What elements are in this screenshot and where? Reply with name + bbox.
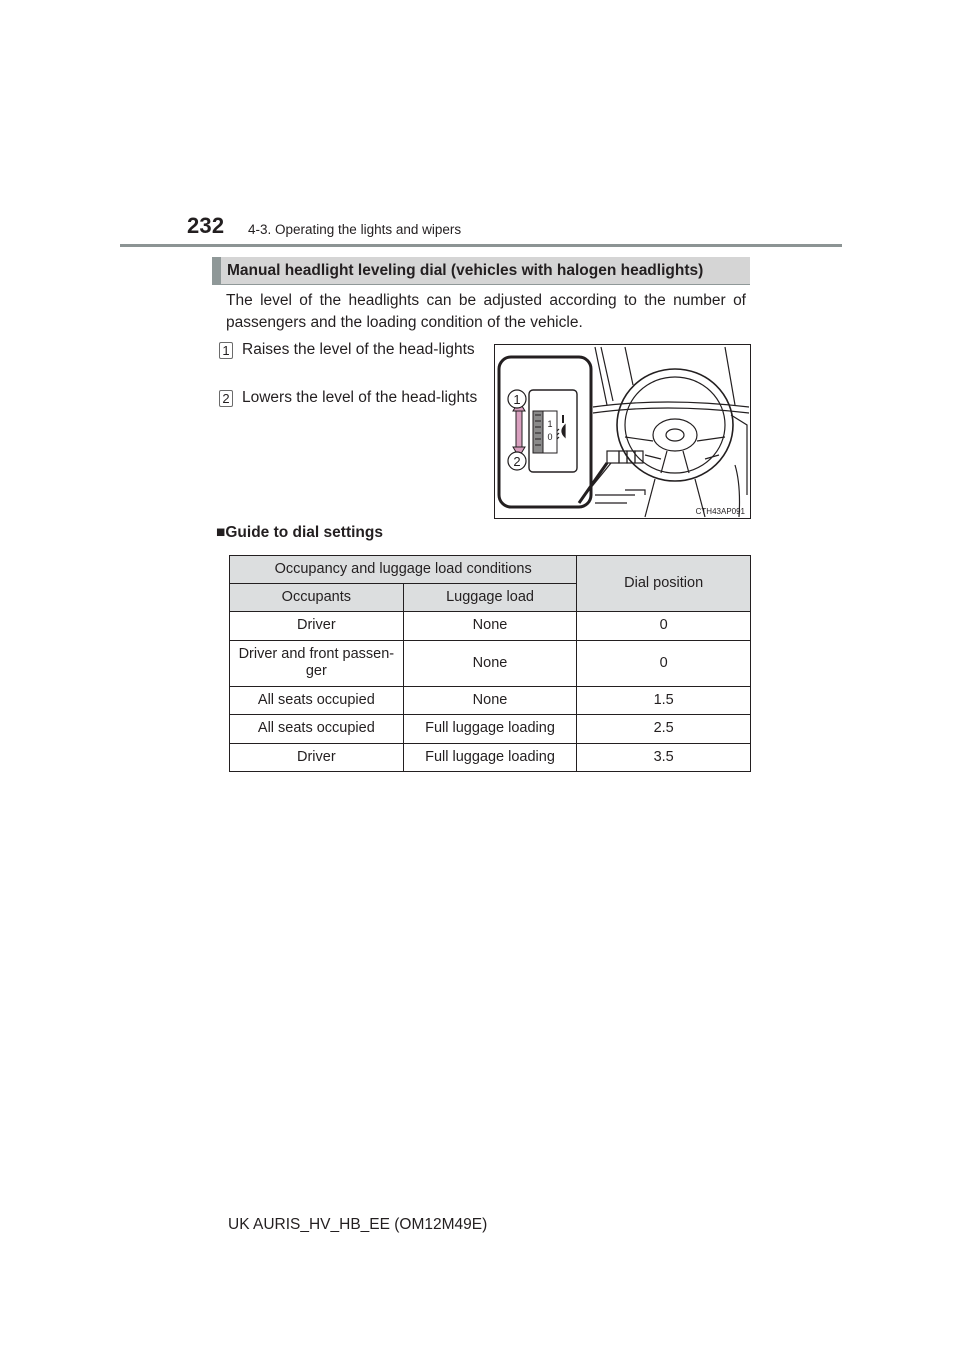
cell-occupants: All seats occupied [230, 686, 404, 715]
cell-luggage: None [403, 640, 577, 686]
dial-mark-0: 0 [547, 432, 553, 442]
cell-occupants: All seats occupied [230, 715, 404, 744]
section-heading-underline [212, 284, 750, 285]
cell-occupants: Driver [230, 612, 404, 641]
cell-dial: 3.5 [577, 743, 751, 772]
header-rule [120, 244, 842, 247]
header-occupancy-conditions: Occupancy and luggage load conditions [230, 556, 577, 584]
table-row [230, 612, 751, 641]
section-heading: Manual headlight leveling dial (vehicles with halogen headlights) [212, 257, 750, 284]
section-title: 4-3. Operating the lights and wipers [248, 222, 462, 237]
cell-dial: 0 [577, 640, 751, 686]
square-bullet-icon: ■ [216, 524, 226, 541]
cell-occupants: Driver [230, 743, 404, 772]
item-number-2-icon: 2 [219, 390, 233, 407]
document-footer: UK AURIS_HV_HB_EE (OM12M49E) [228, 1216, 488, 1233]
cell-dial: 1.5 [577, 686, 751, 715]
cell-luggage: Full luggage loading [403, 743, 577, 772]
cell-occupants: Driver and front passen-ger [230, 640, 404, 686]
callout-2: 2 [513, 454, 521, 469]
table-row [230, 686, 751, 715]
dashboard-dial-illustration [494, 344, 751, 519]
table-row [230, 743, 751, 772]
item-2-description: Lowers the level of the head-lights [242, 389, 478, 406]
dashboard-dial-drawing [495, 345, 750, 518]
item-number-1-icon: 1 [219, 342, 233, 359]
guide-heading-text: Guide to dial settings [225, 524, 383, 541]
intro-paragraph: The level of the headlights can be adjusted according to the number of passengers and the loading condition of the vehicle. [226, 292, 746, 331]
guide-heading [216, 524, 383, 542]
header-luggage-load: Luggage load [403, 584, 577, 612]
cell-luggage: None [403, 612, 577, 641]
item-1-description: Raises the level of the head-lights [242, 341, 475, 358]
cell-luggage: Full luggage loading [403, 715, 577, 744]
page-number: 232 [187, 213, 225, 238]
cell-dial: 2.5 [577, 715, 751, 744]
cell-luggage: None [403, 686, 577, 715]
table-row [230, 715, 751, 744]
header-dial-position: Dial position [577, 556, 751, 612]
callout-1: 1 [513, 392, 521, 407]
dial-settings-table [229, 555, 751, 772]
cell-dial: 0 [577, 612, 751, 641]
dial-mark-1: 1 [547, 419, 553, 429]
table-row [230, 640, 751, 686]
illustration-code: CTH43AP091 [695, 507, 745, 516]
header-occupants: Occupants [230, 584, 404, 612]
table-header-row [230, 556, 751, 584]
